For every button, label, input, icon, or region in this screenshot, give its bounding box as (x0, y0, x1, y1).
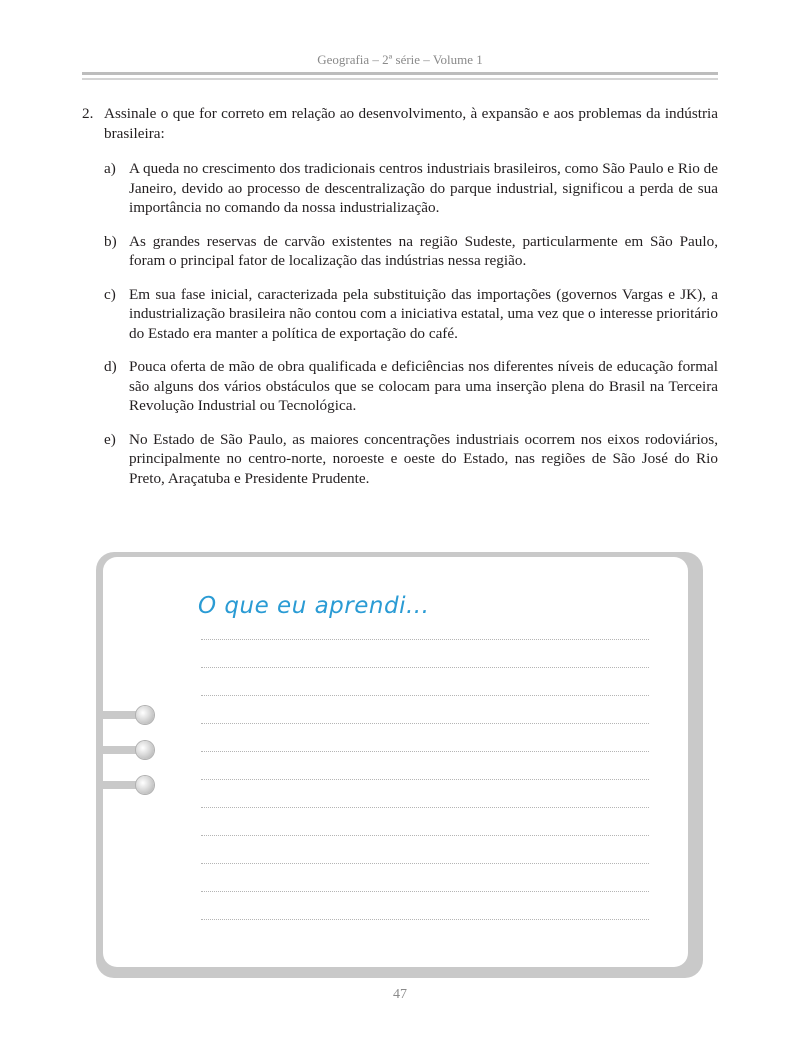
writing-line[interactable] (201, 695, 649, 696)
option-letter: b) (104, 232, 117, 250)
option-letter: e) (104, 430, 116, 448)
writing-line[interactable] (201, 863, 649, 864)
running-header: Geografia – 2ª série – Volume 1 (317, 52, 483, 67)
option-text: As grandes reservas de carvão existentes na região Sudeste, particularmente em São Paulo, foram o principal fator de localização das indústrias nessa região. (129, 232, 718, 269)
option-text: Em sua fase inicial, caracterizada pela substituição das importações (governos Vargas e JK), a industrialização brasileira não contou com a iniciativa estatal, uma vez que o interesse prioritário do Estado era manter a política de exportação do café. (129, 285, 718, 342)
answer-option-b (104, 232, 718, 271)
header-rule-bottom (82, 78, 718, 80)
binder-ring-icon (136, 776, 154, 794)
option-text: A queda no crescimento dos tradicionais centros industriais brasileiros, como São Paulo e Rio de Janeiro, devido ao processo de descentralização do parque industrial, significou a perda de sua importância no comando da nossa industrialização. (129, 160, 718, 216)
option-letter: d) (104, 358, 117, 375)
option-letter: a) (104, 160, 116, 177)
notebook-title: O que eu aprendi... (198, 593, 430, 619)
answer-option-a (104, 159, 718, 218)
writing-line[interactable] (201, 751, 649, 752)
page-number: 47 (393, 987, 407, 1002)
binder-ring-bar (96, 746, 141, 754)
binder-ring-icon (136, 741, 154, 759)
question-2 (82, 104, 718, 502)
answer-option-d (104, 357, 718, 416)
learning-notes-box (96, 552, 703, 978)
writing-line[interactable] (201, 835, 649, 836)
writing-line[interactable] (201, 667, 649, 668)
writing-line[interactable] (201, 807, 649, 808)
writing-line[interactable] (201, 891, 649, 892)
option-letter: c) (104, 285, 116, 303)
writing-line[interactable] (201, 723, 649, 724)
option-text: No Estado de São Paulo, as maiores concentrações industriais ocorrem nos eixos rodoviários, principalmente no centro-norte, noroeste e oeste do Estado, nas regiões de São José do Rio Preto, Araçatuba e Presidente Prudente. (129, 430, 718, 487)
header-rule-top (82, 72, 718, 75)
writing-line[interactable] (201, 779, 649, 780)
binder-ring-bar (96, 781, 141, 789)
answer-option-c (104, 285, 718, 344)
writing-line[interactable] (201, 919, 649, 920)
writing-line[interactable] (201, 639, 649, 640)
answer-option-e (104, 430, 718, 489)
question-prompt: Assinale o que for correto em relação ao desenvolvimento, à expansão e aos problemas da indústria brasileira: (104, 105, 718, 142)
binder-ring-bar (96, 711, 141, 719)
answer-options (104, 159, 718, 488)
option-text: Pouca oferta de mão de obra qualificada e deficiências nos diferentes níveis de educação formal são alguns dos vários obstáculos que se colocam para uma inserção plena do Brasil na Terceira Revolução Industrial ou Tecnológica. (129, 358, 718, 414)
notebook-page (103, 557, 688, 967)
question-number: 2. (82, 105, 94, 122)
binder-ring-icon (136, 706, 154, 724)
